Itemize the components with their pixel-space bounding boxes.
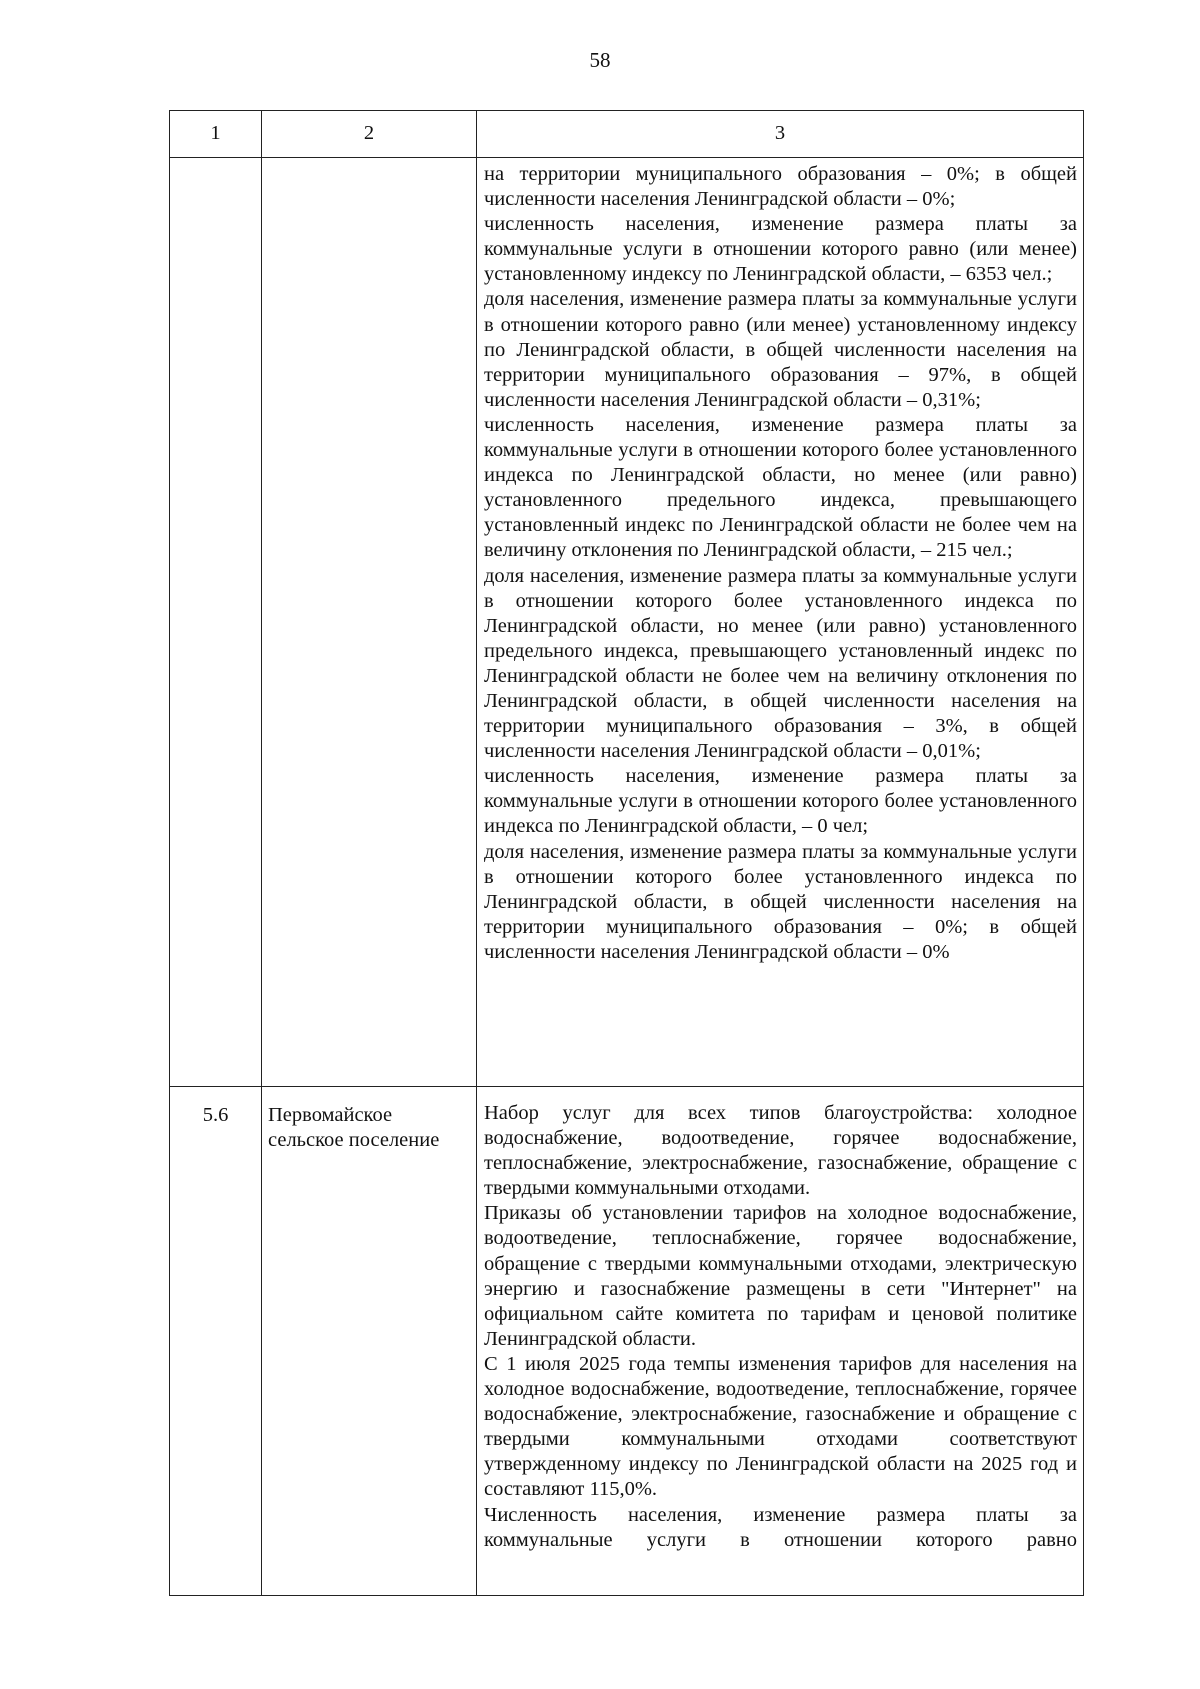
row-number-cell: 5.6 [170,1087,262,1596]
description-paragraph: численность населения, изменение размера платы за коммунальные услуги в отношении которого более установленного индекса по Ленинградской области, – 0 чел; [484,765,1077,838]
description-paragraph: численность населения, изменение размера платы за коммунальные услуги в отношении которого более установленного индекса по Ленинградской области, но менее (или равно) установленного предельного индекса, превышающего установленный индекс по Ленинградской области не более чем на величину отклонения по Ленинградской области, – 215 чел.; [484,413,1077,562]
description-paragraph: Набор услуг для всех типов благоустройства: холодное водоснабжение, водоотведение, горячее водоснабжение, теплоснабжение, электроснабжение, газоснабжение, обращение с твердыми коммунальными отходами. [484,1102,1077,1200]
header-col-3: 3 [477,111,1084,158]
municipality-name-cell [262,158,477,1087]
page-number: 58 [589,48,611,72]
description-paragraph: доля населения, изменение размера платы за коммунальные услуги в отношении которого более установленного индекса по Ленинградской области, в общей численности населения на территории муниципального образования – 0%; в общей численности населения Ленинградской области – 0% [484,840,1077,963]
description-paragraph: на территории муниципального образования – 0%; в общей численности населения Ленинградской области – 0%; [484,163,1077,211]
description-paragraph: доля населения, изменение размера платы за коммунальные услуги в отношении которого равно (или менее) установленному индексу по Ленинградской области, в общей численности населения на территории муниципального образования – 97%, в общей численности населения Ленинградской области – 0,31%; [484,288,1077,411]
description-paragraph: Численность населения, изменение размера платы за коммунальные услуги в отношении которого равно [484,1503,1077,1551]
table-row [170,158,1084,1087]
description-cell [477,158,1084,1087]
data-table [169,110,1084,1596]
header-col-1: 1 [170,111,262,158]
municipality-name-line: сельское поселение [268,1129,440,1152]
municipality-name-line: Первомайское [268,1104,393,1126]
description-cell [477,1087,1084,1596]
header-col-2: 2 [262,111,477,158]
municipality-name-cell [262,1087,477,1596]
table-header-row [170,111,1084,158]
description-paragraph: численность населения, изменение размера платы за коммунальные услуги в отношении которого равно (или менее) установленному индексу по Ленинградской области, – 6353 чел.; [484,213,1077,286]
description-paragraph: Приказы об установлении тарифов на холодное водоснабжение, водоотведение, теплоснабжение, горячее водоснабжение, обращение с твердыми коммунальными отходами, электрическую энергию и газоснабжение размещены в сети "Интернет" на официальном сайте комитета по тарифам и ценовой политике Ленинградской области. [484,1202,1077,1350]
row-number-cell [170,158,262,1087]
description-paragraph: С 1 июля 2025 года темпы изменения тарифов для населения на холодное водоснабжение, водоотведение, теплоснабжение, горячее водоснабжение, электроснабжение, газоснабжение и обращение с твердыми коммунальными отходами соответствуют утвержденному индексу по Ленинградской области на 2025 год и составляют 115,0%. [484,1352,1077,1501]
description-paragraph: доля населения, изменение размера платы за коммунальные услуги в отношении которого более установленного индекса по Ленинградской области, но менее (или равно) установленного предельного индекса, превышающего установленный индекс по Ленинградской области не более чем на величину отклонения по Ленинградской области, в общей численности населения на территории муниципального образования – 3%, в общей численности населения Ленинградской области – 0,01%; [484,564,1077,763]
table-row [170,1087,1084,1596]
